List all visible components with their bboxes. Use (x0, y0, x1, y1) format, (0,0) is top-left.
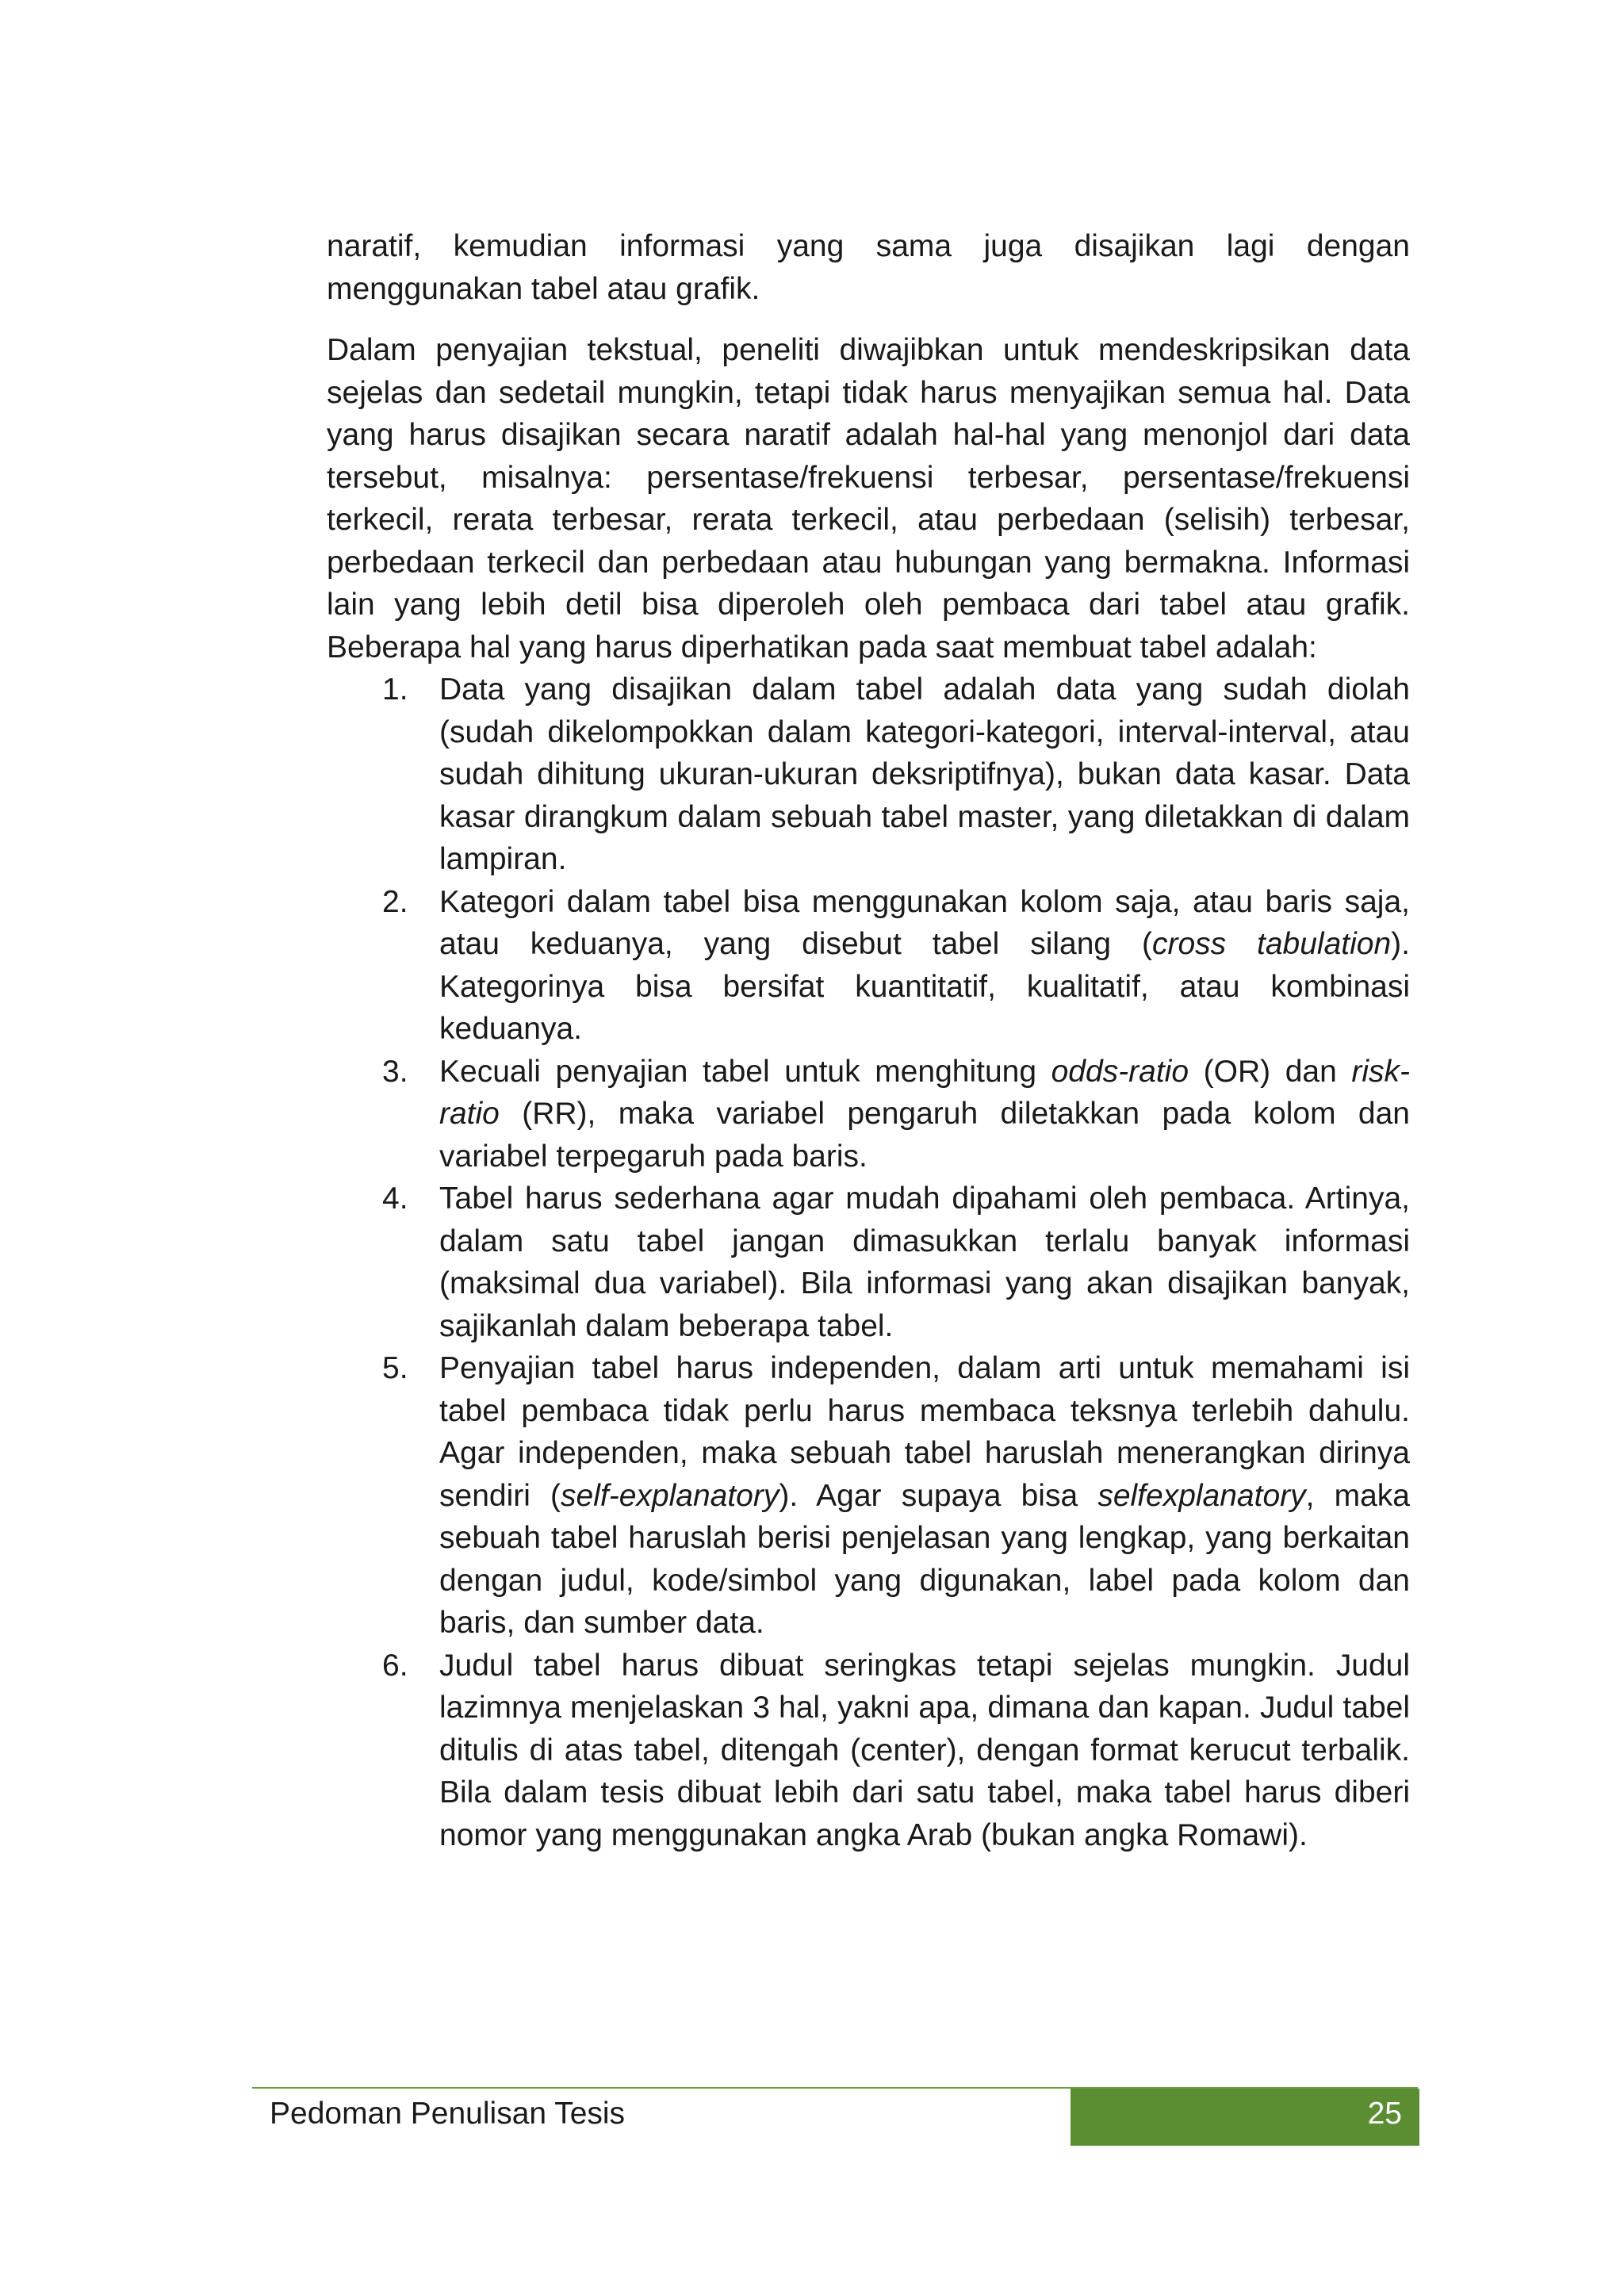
table-rules-list (327, 668, 1410, 1856)
list-item (327, 668, 1410, 881)
list-item-text: Kecuali penyajian tabel untuk menghitung odds-ratio (OR) dan risk-ratio (RR), maka variabel pengaruh diletakkan pada kolom dan variabel terpegaruh pada baris. (439, 1054, 1410, 1174)
italic-term: selfexplanatory (1097, 1478, 1306, 1513)
list-item (327, 881, 1410, 1051)
paragraph-textual-presentation: Dalam penyajian tekstual, peneliti diwajibkan untuk mendeskripsikan data sejelas dan sedetail mungkin, tetapi tidak harus menyajikan semua hal. Data yang harus disajikan secara naratif adalah hal-hal yang menonjol dari data tersebut, misalnya: persentase/frekuensi terbesar, persentase/frekuensi terkecil, rerata terbesar, rerata terkecil, atau perbedaan (selisih) terbesar, perbedaan terkecil dan perbedaan atau hubungan yang bermakna. Informasi lain yang lebih detil bisa diperoleh oleh pembaca dari tabel atau grafik. Beberapa hal yang harus diperhatikan pada saat membuat tabel adalah: (327, 333, 1410, 664)
list-item-number: 1. (382, 672, 408, 707)
italic-term: self-explanatory (561, 1478, 779, 1513)
list-item-number: 6. (382, 1648, 408, 1683)
italic-term: odds-ratio (1051, 1054, 1189, 1089)
list-item (327, 1645, 1410, 1857)
list-item (327, 1347, 1410, 1645)
list-item-text: Tabel harus sederhana agar mudah dipahami oleh pembaca. Artinya, dalam satu tabel jangan dimasukkan terlalu banyak informasi (maksimal dua variabel). Bila informasi yang akan disajikan banyak, sajikanlah dalam beberapa tabel. (439, 1181, 1410, 1343)
list-item-number: 4. (382, 1181, 408, 1216)
footer-title: Pedoman Penulisan Tesis (270, 2097, 626, 2131)
paragraph-continuation: naratif, kemudian informasi yang sama juga disajikan lagi dengan menggunakan tabel atau grafik. (327, 229, 1410, 306)
list-item-number: 5. (382, 1351, 408, 1385)
list-item-text: Judul tabel harus dibuat seringkas tetapi sejelas mungkin. Judul lazimnya menjelaskan 3 hal, yakni apa, dimana dan kapan. Judul tabel ditulis di atas tabel, ditengah (center), dengan format kerucut terbalik. Bila dalam tesis dibuat lebih dari satu tabel, maka tabel harus diberi nomor yang menggunakan angka Arab (bukan angka Romawi). (439, 1648, 1410, 1852)
list-item-number: 3. (382, 1054, 408, 1089)
list-item-text: Kategori dalam tabel bisa menggunakan kolom saja, atau baris saja, atau keduanya, yang disebut tabel silang (cross tabulation). Kategorinya bisa bersifat kuantitatif, kualitatif, atau kombinasi keduanya. (439, 884, 1410, 1046)
footer-page-box (1071, 2089, 1419, 2146)
page-number: 25 (1367, 2097, 1402, 2131)
list-item-number: 2. (382, 884, 408, 919)
italic-term: cross tabulation (1151, 927, 1392, 961)
list-item (327, 1178, 1410, 1347)
page-body (327, 225, 1410, 1856)
italic-term: risk-ratio (439, 1054, 1410, 1131)
list-item (327, 1051, 1410, 1178)
list-item-text: Penyajian tabel harus independen, dalam arti untuk memahami isi tabel pembaca tidak perlu harus membaca teksnya terlebih dahulu. Agar independen, maka sebuah tabel haruslah menerangkan dirinya sendiri (self-explanatory). Agar supaya bisa selfexplanatory, maka sebuah tabel haruslah berisi penjelasan yang lengkap, yang berkaitan dengan judul, kode/simbol yang digunakan, label pada kolom dan baris, dan sumber data. (439, 1351, 1410, 1640)
list-item-text: Data yang disajikan dalam tabel adalah data yang sudah diolah (sudah dikelompokkan dalam kategori-kategori, interval-interval, atau sudah dihitung ukuran-ukuran deksriptifnya), bukan data kasar. Data kasar dirangkum dalam sebuah tabel master, yang diletakkan di dalam lampiran. (439, 672, 1410, 876)
